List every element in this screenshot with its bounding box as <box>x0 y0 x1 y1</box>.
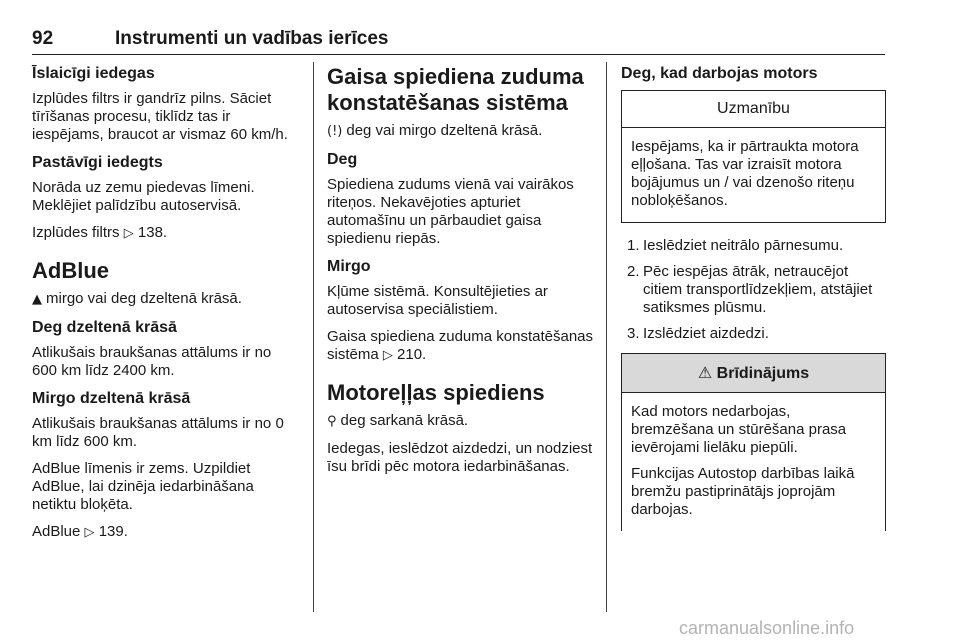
paragraph: Atlikušais braukšanas attālums ir no 0 km līdz 600 km. <box>32 415 284 450</box>
paragraph: Kļūme sistēmā. Konsultējieties ar autoservisa speciālistiem. <box>327 283 548 318</box>
warning-triangle-icon: ⚠ <box>697 363 713 382</box>
arrow-right-icon: ▷ <box>382 348 393 363</box>
cross-reference: AdBlue ▷ 139. <box>32 523 128 540</box>
section-heading: Pastāvīgi iedegts <box>32 154 163 171</box>
steps-list <box>621 237 886 343</box>
paragraph: Izplūdes filtrs ir gandrīz pilns. Sāciet tīrīšanas procesu, tiklīdz tas ir iespējams, braucot ar vismaz 60 km/h. <box>32 90 288 143</box>
column-2 <box>327 64 595 485</box>
section-heading: Mirgo dzeltenā krāsā <box>32 390 191 407</box>
paragraph: Iedegas, ieslēdzot aizdedzi, un nodziest īsu brīdi pēc motora iedarbināšanas. <box>327 440 593 475</box>
column-divider <box>313 62 314 612</box>
arrow-right-icon: ▷ <box>84 525 95 540</box>
arrow-right-icon: ▷ <box>123 226 134 241</box>
section-heading: Īslaicīgi iedegas <box>32 65 155 82</box>
notice-text: Iespējams, ka ir pārtraukta motora eļļošana. Tas var izraisīt motora bojājumus un / vai dzenošo riteņu nobloķēšanos. <box>631 138 859 209</box>
list-item: 1. Ieslēdziet neitrālo pārnesumu. <box>627 237 844 254</box>
warning-text: Kad motors nedarbojas, bremzēšana un stūrēšana prasa ievērojami lielāku piepūli. <box>631 403 847 456</box>
paragraph: (!) deg vai mirgo dzeltenā krāsā. <box>327 122 543 139</box>
section-heading: Deg <box>327 151 358 168</box>
section-title: Motoreļļas spiediens <box>327 380 545 405</box>
notice-box <box>621 90 886 223</box>
paragraph: AdBlue līmenis ir zems. Uzpildiet AdBlue, lai dzinēja iedarbināšana netiktu bloķēta. <box>32 460 254 513</box>
paragraph: Spiediena zudums vienā vai vairākos riteņos. Nekavējoties apturiet automašīnu un pārbaudiet gaisa spiedienu riepās. <box>327 176 574 247</box>
oil-can-icon: ⚲ <box>327 414 337 429</box>
paragraph: ▲ mirgo vai deg dzeltenā krāsā. <box>32 290 242 307</box>
notice-title: Uzmanību <box>622 91 885 128</box>
warning-text: Funkcijas Autostop darbības laikā bremžu pastiprinātājs joprojām darbojas. <box>631 465 855 518</box>
tyre-pressure-icon: (!) <box>327 124 343 139</box>
paragraph: Atlikušais braukšanas attālums ir no 600 km līdz 2400 km. <box>32 344 272 379</box>
column-3 <box>621 64 886 545</box>
list-item: 2. Pēc iespējas ātrāk, netraucējot citiem transportlīdzekļiem, atstājiet satiksmes plūsmu. <box>627 263 873 316</box>
section-title: Gaisa spiediena zuduma konstatēšanas sistēma <box>327 64 584 115</box>
cross-reference: Gaisa spiediena zuduma konstatēšanas sistēma ▷ 210. <box>327 328 594 363</box>
section-heading: Mirgo <box>327 258 371 275</box>
adblue-icon: ▲ <box>32 292 42 307</box>
warning-header <box>622 354 885 393</box>
section-heading: Deg, kad darbojas motors <box>621 65 818 82</box>
section-title: AdBlue <box>32 258 109 283</box>
watermark: carmanualsonline.info <box>679 618 855 638</box>
column-1 <box>32 64 300 551</box>
warning-title: Brīdinājums <box>716 365 810 382</box>
page-title: Instrumenti un vadības ierīces <box>115 28 389 49</box>
warning-box <box>621 353 886 531</box>
paragraph: Norāda uz zemu piedevas līmeni. Meklējiet palīdzību autoservisā. <box>32 179 255 214</box>
cross-reference: Izplūdes filtrs ▷ 138. <box>32 224 168 241</box>
page-header <box>32 26 885 55</box>
page-number: 92 <box>32 28 54 49</box>
list-item: 3. Izslēdziet aizdedzi. <box>627 325 769 342</box>
column-divider <box>606 62 607 612</box>
section-heading: Deg dzeltenā krāsā <box>32 319 177 336</box>
paragraph: ⚲ deg sarkanā krāsā. <box>327 412 469 429</box>
